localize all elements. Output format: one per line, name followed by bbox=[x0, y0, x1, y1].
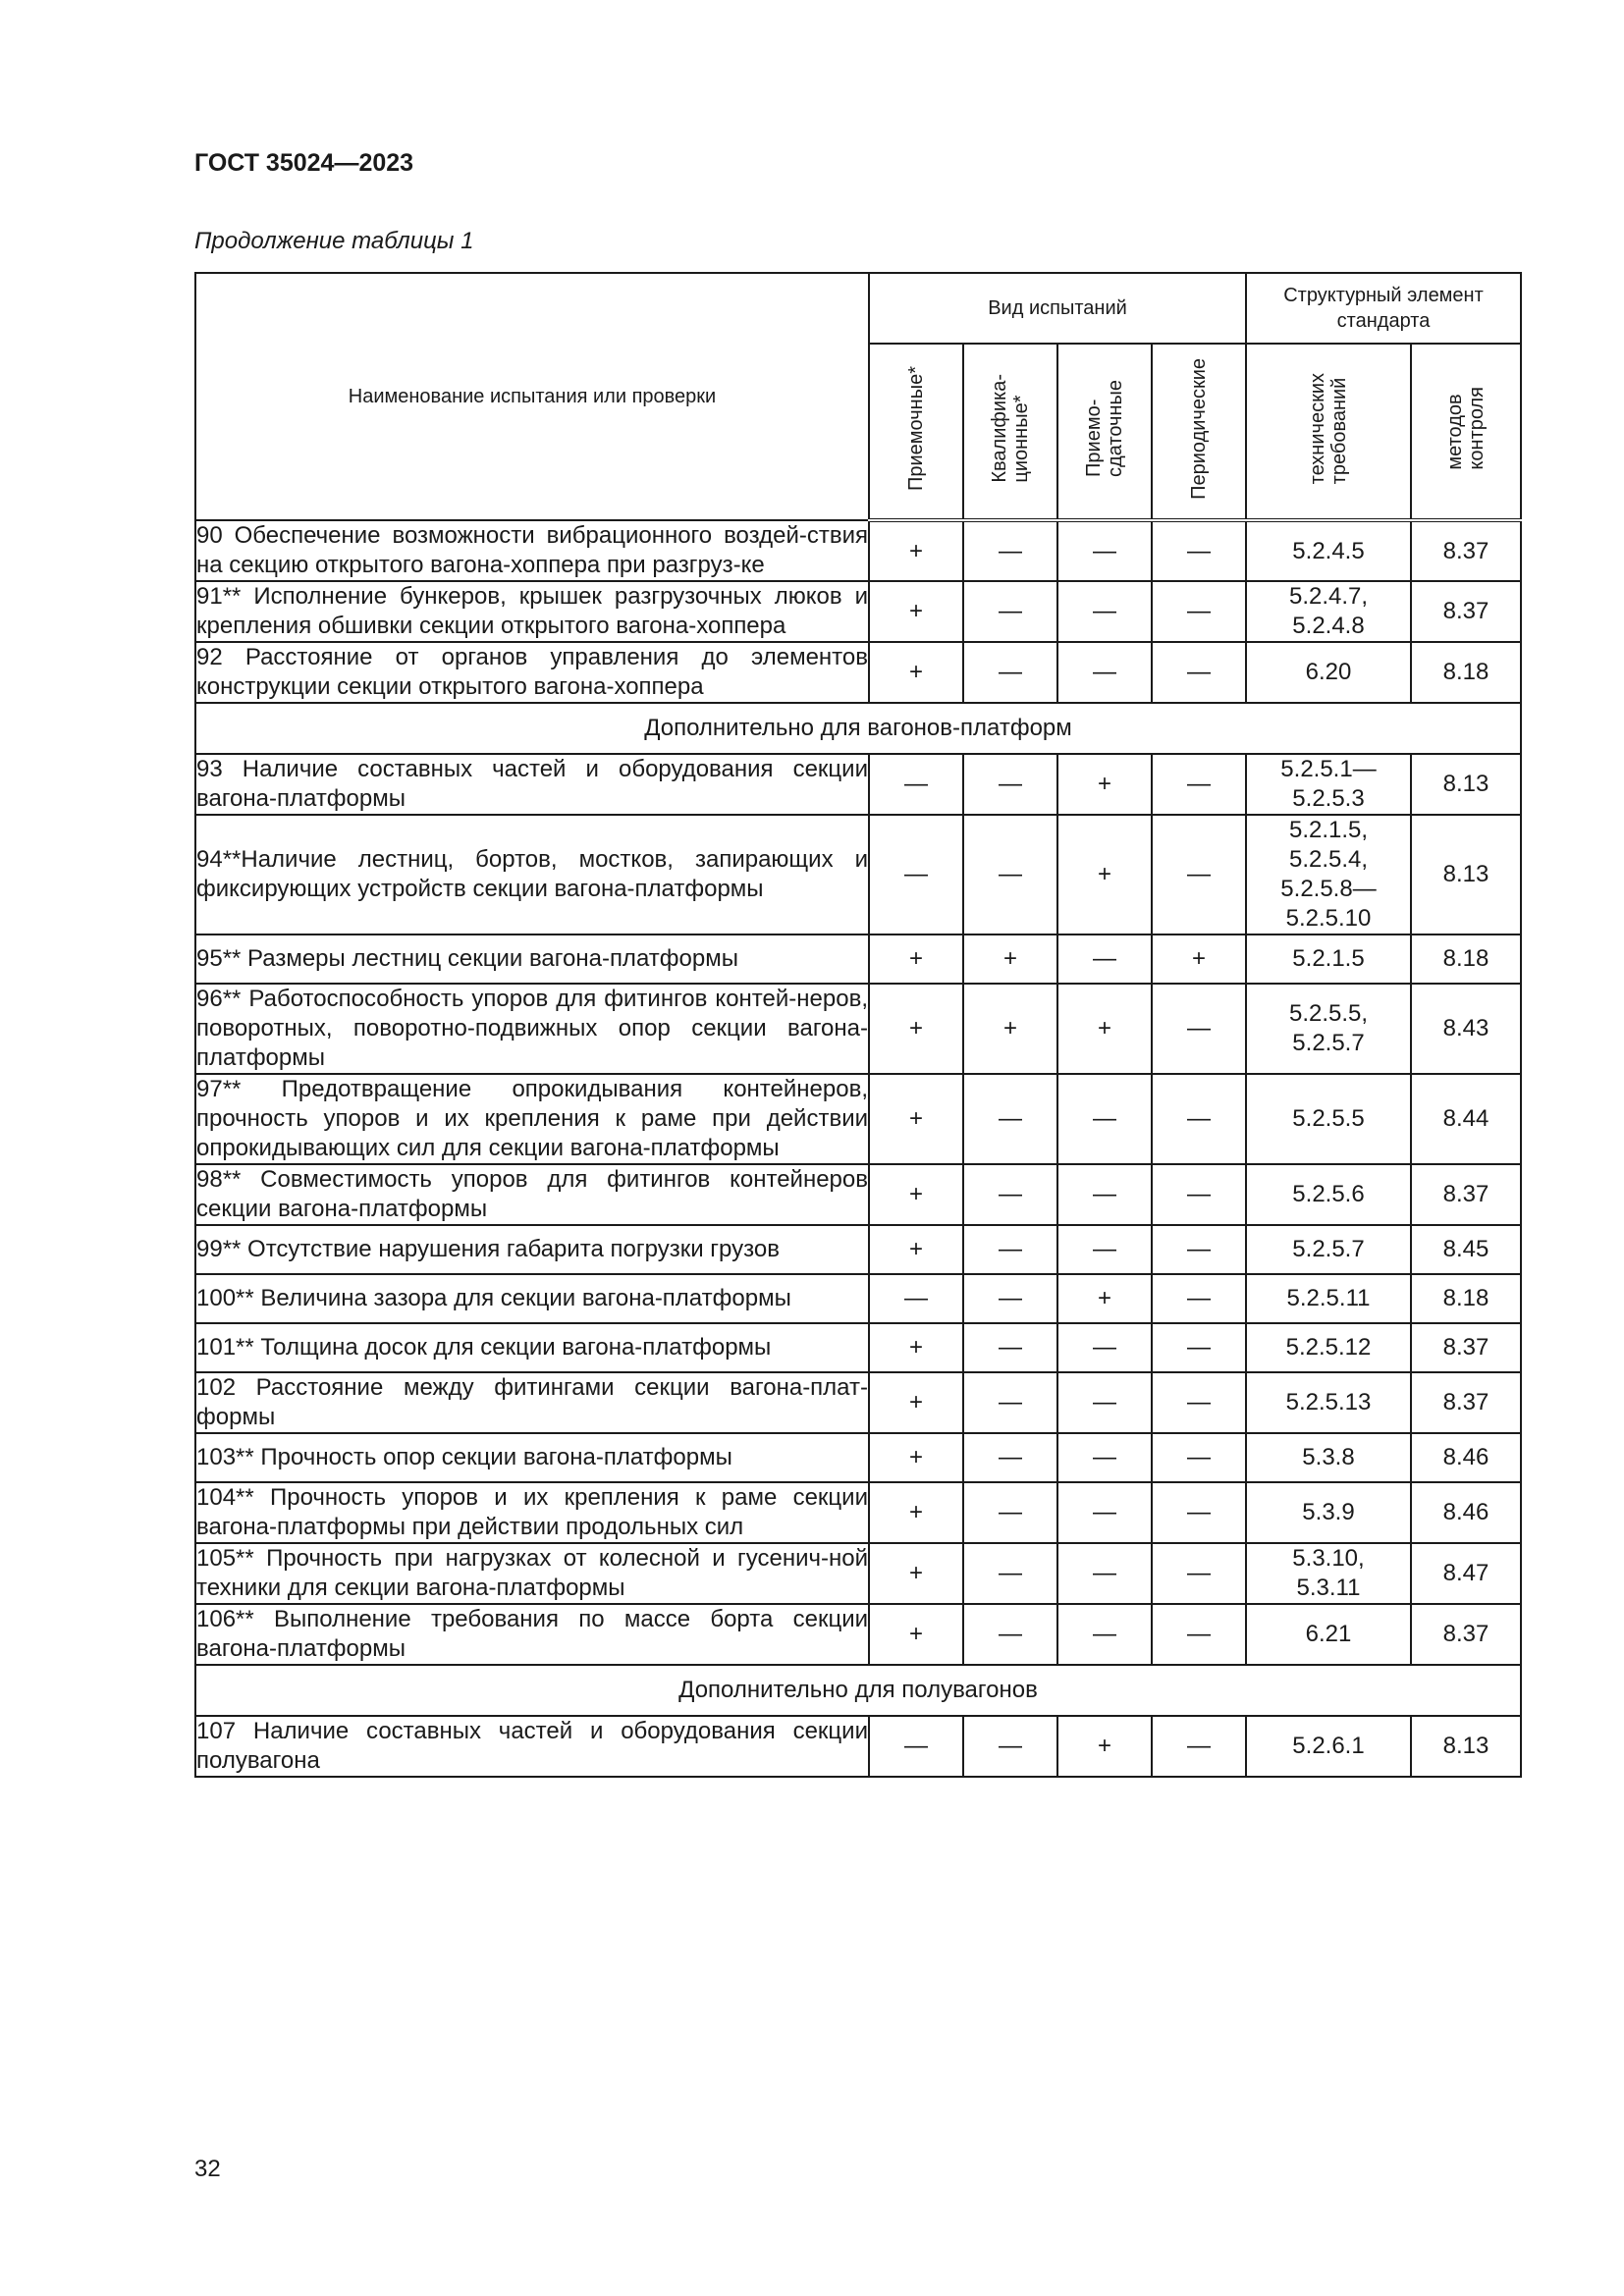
cell-tech-requirements: 5.2.5.13 bbox=[1246, 1372, 1411, 1433]
cell-control-method: 8.43 bbox=[1411, 984, 1521, 1074]
cell-delivery: — bbox=[1057, 581, 1152, 642]
cell-tech-requirements: 5.3.8 bbox=[1246, 1433, 1411, 1482]
cell-test-name: 90 Обеспечение возможности вибрационного воздей-ствия на секцию открытого вагона-хоппера при разгруз-ке bbox=[195, 520, 869, 581]
table-row bbox=[195, 1372, 1521, 1433]
cell-periodic: — bbox=[1152, 1372, 1246, 1433]
cell-qualification: + bbox=[963, 984, 1057, 1074]
table-caption: Продолжение таблицы 1 bbox=[194, 228, 474, 254]
cell-tech-requirements: 6.21 bbox=[1246, 1604, 1411, 1665]
cell-qualification: — bbox=[963, 1372, 1057, 1433]
cell-tech-requirements: 5.2.5.12 bbox=[1246, 1323, 1411, 1372]
cell-acceptance: + bbox=[869, 642, 963, 703]
cell-qualification: — bbox=[963, 815, 1057, 934]
cell-periodic: — bbox=[1152, 520, 1246, 581]
table-row bbox=[195, 1716, 1521, 1777]
cell-periodic: — bbox=[1152, 815, 1246, 934]
column-header-acceptance: Приемочные* bbox=[869, 344, 963, 520]
section-header-platforms: Дополнительно для вагонов-платформ bbox=[195, 703, 1521, 754]
cell-delivery: — bbox=[1057, 1164, 1152, 1225]
cell-periodic: + bbox=[1152, 934, 1246, 984]
cell-delivery: — bbox=[1057, 520, 1152, 581]
table-row bbox=[195, 754, 1521, 815]
cell-delivery: — bbox=[1057, 1323, 1152, 1372]
cell-control-method: 8.46 bbox=[1411, 1482, 1521, 1543]
cell-acceptance: + bbox=[869, 1164, 963, 1225]
cell-acceptance: — bbox=[869, 754, 963, 815]
cell-delivery: + bbox=[1057, 754, 1152, 815]
cell-test-name: 101** Толщина досок для секции вагона-платформы bbox=[195, 1323, 869, 1372]
cell-qualification: — bbox=[963, 1323, 1057, 1372]
section-header-gondolas: Дополнительно для полувагонов bbox=[195, 1665, 1521, 1716]
cell-delivery: — bbox=[1057, 934, 1152, 984]
cell-control-method: 8.13 bbox=[1411, 815, 1521, 934]
table-row bbox=[195, 1482, 1521, 1543]
cell-test-name: 98** Совместимость упоров для фитингов контейнеров секции вагона-платформы bbox=[195, 1164, 869, 1225]
cell-acceptance: + bbox=[869, 1372, 963, 1433]
column-header-test-type: Вид испытаний bbox=[869, 273, 1246, 344]
cell-acceptance: + bbox=[869, 1604, 963, 1665]
cell-tech-requirements: 5.2.6.1 bbox=[1246, 1716, 1411, 1777]
column-header-periodic: Периодические bbox=[1152, 344, 1246, 520]
cell-qualification: — bbox=[963, 642, 1057, 703]
cell-acceptance: + bbox=[869, 984, 963, 1074]
table-row bbox=[195, 1323, 1521, 1372]
table-row bbox=[195, 520, 1521, 581]
cell-delivery: + bbox=[1057, 984, 1152, 1074]
table-row bbox=[195, 815, 1521, 934]
cell-tech-requirements: 5.2.5.5, 5.2.5.7 bbox=[1246, 984, 1411, 1074]
cell-acceptance: + bbox=[869, 1323, 963, 1372]
cell-periodic: — bbox=[1152, 1164, 1246, 1225]
cell-acceptance: — bbox=[869, 1716, 963, 1777]
cell-periodic: — bbox=[1152, 1433, 1246, 1482]
cell-qualification: — bbox=[963, 581, 1057, 642]
cell-qualification: — bbox=[963, 1074, 1057, 1164]
cell-acceptance: — bbox=[869, 1274, 963, 1323]
cell-tech-requirements: 5.2.5.1— 5.2.5.3 bbox=[1246, 754, 1411, 815]
cell-control-method: 8.13 bbox=[1411, 754, 1521, 815]
cell-periodic: — bbox=[1152, 1225, 1246, 1274]
cell-tech-requirements: 5.3.10, 5.3.11 bbox=[1246, 1543, 1411, 1604]
column-header-delivery: Приемо- сдаточные bbox=[1057, 344, 1152, 520]
cell-test-name: 103** Прочность опор секции вагона-платформы bbox=[195, 1433, 869, 1482]
cell-periodic: — bbox=[1152, 1274, 1246, 1323]
cell-tech-requirements: 5.2.5.11 bbox=[1246, 1274, 1411, 1323]
cell-qualification: — bbox=[963, 520, 1057, 581]
cell-qualification: — bbox=[963, 1543, 1057, 1604]
cell-qualification: — bbox=[963, 1604, 1057, 1665]
table-row bbox=[195, 1604, 1521, 1665]
page-number: 32 bbox=[194, 2156, 221, 2182]
table-row bbox=[195, 1433, 1521, 1482]
table-row bbox=[195, 934, 1521, 984]
cell-qualification: — bbox=[963, 1164, 1057, 1225]
cell-qualification: — bbox=[963, 1482, 1057, 1543]
cell-control-method: 8.44 bbox=[1411, 1074, 1521, 1164]
cell-periodic: — bbox=[1152, 754, 1246, 815]
cell-delivery: — bbox=[1057, 1225, 1152, 1274]
cell-control-method: 8.37 bbox=[1411, 1164, 1521, 1225]
cell-test-name: 107 Наличие составных частей и оборудования секции полувагона bbox=[195, 1716, 869, 1777]
cell-delivery: — bbox=[1057, 1074, 1152, 1164]
cell-tech-requirements: 5.2.4.5 bbox=[1246, 520, 1411, 581]
column-header-control-methods: методов контроля bbox=[1411, 344, 1521, 520]
cell-periodic: — bbox=[1152, 642, 1246, 703]
cell-acceptance: + bbox=[869, 581, 963, 642]
cell-periodic: — bbox=[1152, 1716, 1246, 1777]
table-row bbox=[195, 1164, 1521, 1225]
test-table bbox=[194, 272, 1522, 1778]
cell-periodic: — bbox=[1152, 1482, 1246, 1543]
table-row bbox=[195, 581, 1521, 642]
table-row bbox=[195, 984, 1521, 1074]
cell-periodic: — bbox=[1152, 1604, 1246, 1665]
cell-delivery: + bbox=[1057, 1716, 1152, 1777]
column-header-tech-requirements: технических требований bbox=[1246, 344, 1411, 520]
table-row bbox=[195, 1274, 1521, 1323]
cell-periodic: — bbox=[1152, 1543, 1246, 1604]
cell-qualification: — bbox=[963, 1274, 1057, 1323]
cell-test-name: 92 Расстояние от органов управления до элементов конструкции секции открытого вагона-хоппера bbox=[195, 642, 869, 703]
cell-tech-requirements: 5.2.5.6 bbox=[1246, 1164, 1411, 1225]
cell-delivery: — bbox=[1057, 1482, 1152, 1543]
cell-tech-requirements: 5.2.1.5, 5.2.5.4, 5.2.5.8— 5.2.5.10 bbox=[1246, 815, 1411, 934]
cell-delivery: + bbox=[1057, 815, 1152, 934]
cell-test-name: 91** Исполнение бункеров, крышек разгрузочных люков и крепления обшивки секции открытого вагона-хоппера bbox=[195, 581, 869, 642]
cell-tech-requirements: 5.2.5.5 bbox=[1246, 1074, 1411, 1164]
cell-control-method: 8.46 bbox=[1411, 1433, 1521, 1482]
cell-qualification: + bbox=[963, 934, 1057, 984]
cell-tech-requirements: 5.2.5.7 bbox=[1246, 1225, 1411, 1274]
cell-acceptance: + bbox=[869, 1225, 963, 1274]
document-code: ГОСТ 35024—2023 bbox=[194, 149, 414, 177]
cell-tech-requirements: 5.3.9 bbox=[1246, 1482, 1411, 1543]
cell-acceptance: + bbox=[869, 1543, 963, 1604]
cell-test-name: 106** Выполнение требования по массе борта секции вагона-платформы bbox=[195, 1604, 869, 1665]
cell-qualification: — bbox=[963, 754, 1057, 815]
cell-test-name: 99** Отсутствие нарушения габарита погрузки грузов bbox=[195, 1225, 869, 1274]
cell-control-method: 8.18 bbox=[1411, 642, 1521, 703]
cell-test-name: 105** Прочность при нагрузках от колесной и гусенич-ной техники для секции вагона-платформы bbox=[195, 1543, 869, 1604]
cell-test-name: 95** Размеры лестниц секции вагона-платформы bbox=[195, 934, 869, 984]
cell-test-name: 102 Расстояние между фитингами секции вагона-плат-формы bbox=[195, 1372, 869, 1433]
cell-acceptance: + bbox=[869, 1074, 963, 1164]
cell-control-method: 8.37 bbox=[1411, 1604, 1521, 1665]
cell-tech-requirements: 5.2.4.7, 5.2.4.8 bbox=[1246, 581, 1411, 642]
cell-control-method: 8.45 bbox=[1411, 1225, 1521, 1274]
cell-tech-requirements: 6.20 bbox=[1246, 642, 1411, 703]
cell-test-name: 104** Прочность упоров и их крепления к раме секции вагона-платформы при действии продольных сил bbox=[195, 1482, 869, 1543]
table-row bbox=[195, 1543, 1521, 1604]
column-header-name: Наименование испытания или проверки bbox=[195, 273, 869, 520]
cell-tech-requirements: 5.2.1.5 bbox=[1246, 934, 1411, 984]
cell-control-method: 8.18 bbox=[1411, 1274, 1521, 1323]
cell-control-method: 8.37 bbox=[1411, 1372, 1521, 1433]
table-row bbox=[195, 642, 1521, 703]
cell-periodic: — bbox=[1152, 984, 1246, 1074]
cell-acceptance: + bbox=[869, 1433, 963, 1482]
cell-control-method: 8.37 bbox=[1411, 581, 1521, 642]
cell-delivery: — bbox=[1057, 1433, 1152, 1482]
cell-periodic: — bbox=[1152, 1323, 1246, 1372]
cell-acceptance: — bbox=[869, 815, 963, 934]
cell-qualification: — bbox=[963, 1225, 1057, 1274]
cell-delivery: + bbox=[1057, 1274, 1152, 1323]
cell-delivery: — bbox=[1057, 642, 1152, 703]
cell-test-name: 94**Наличие лестниц, бортов, мостков, запирающих и фиксирующих устройств секции вагона-платформы bbox=[195, 815, 869, 934]
cell-periodic: — bbox=[1152, 1074, 1246, 1164]
cell-control-method: 8.37 bbox=[1411, 520, 1521, 581]
cell-test-name: 97** Предотвращение опрокидывания контейнеров, прочность упоров и их крепления к раме при действии опрокидывающих сил для секции вагона-платформы bbox=[195, 1074, 869, 1164]
cell-acceptance: + bbox=[869, 1482, 963, 1543]
cell-delivery: — bbox=[1057, 1372, 1152, 1433]
table-row bbox=[195, 1074, 1521, 1164]
cell-control-method: 8.18 bbox=[1411, 934, 1521, 984]
cell-qualification: — bbox=[963, 1716, 1057, 1777]
cell-test-name: 100** Величина зазора для секции вагона-платформы bbox=[195, 1274, 869, 1323]
column-header-qualification: Квалифика- ционные* bbox=[963, 344, 1057, 520]
cell-control-method: 8.47 bbox=[1411, 1543, 1521, 1604]
cell-control-method: 8.13 bbox=[1411, 1716, 1521, 1777]
cell-delivery: — bbox=[1057, 1604, 1152, 1665]
cell-acceptance: + bbox=[869, 934, 963, 984]
cell-periodic: — bbox=[1152, 581, 1246, 642]
cell-test-name: 93 Наличие составных частей и оборудования секции вагона-платформы bbox=[195, 754, 869, 815]
cell-control-method: 8.37 bbox=[1411, 1323, 1521, 1372]
table-row bbox=[195, 1225, 1521, 1274]
cell-test-name: 96** Работоспособность упоров для фитингов контей-неров, поворотных, поворотно-подвижных опор секции вагона-платформы bbox=[195, 984, 869, 1074]
column-header-structural-element: Структурный элемент стандарта bbox=[1246, 273, 1521, 344]
cell-acceptance: + bbox=[869, 520, 963, 581]
cell-delivery: — bbox=[1057, 1543, 1152, 1604]
cell-qualification: — bbox=[963, 1433, 1057, 1482]
